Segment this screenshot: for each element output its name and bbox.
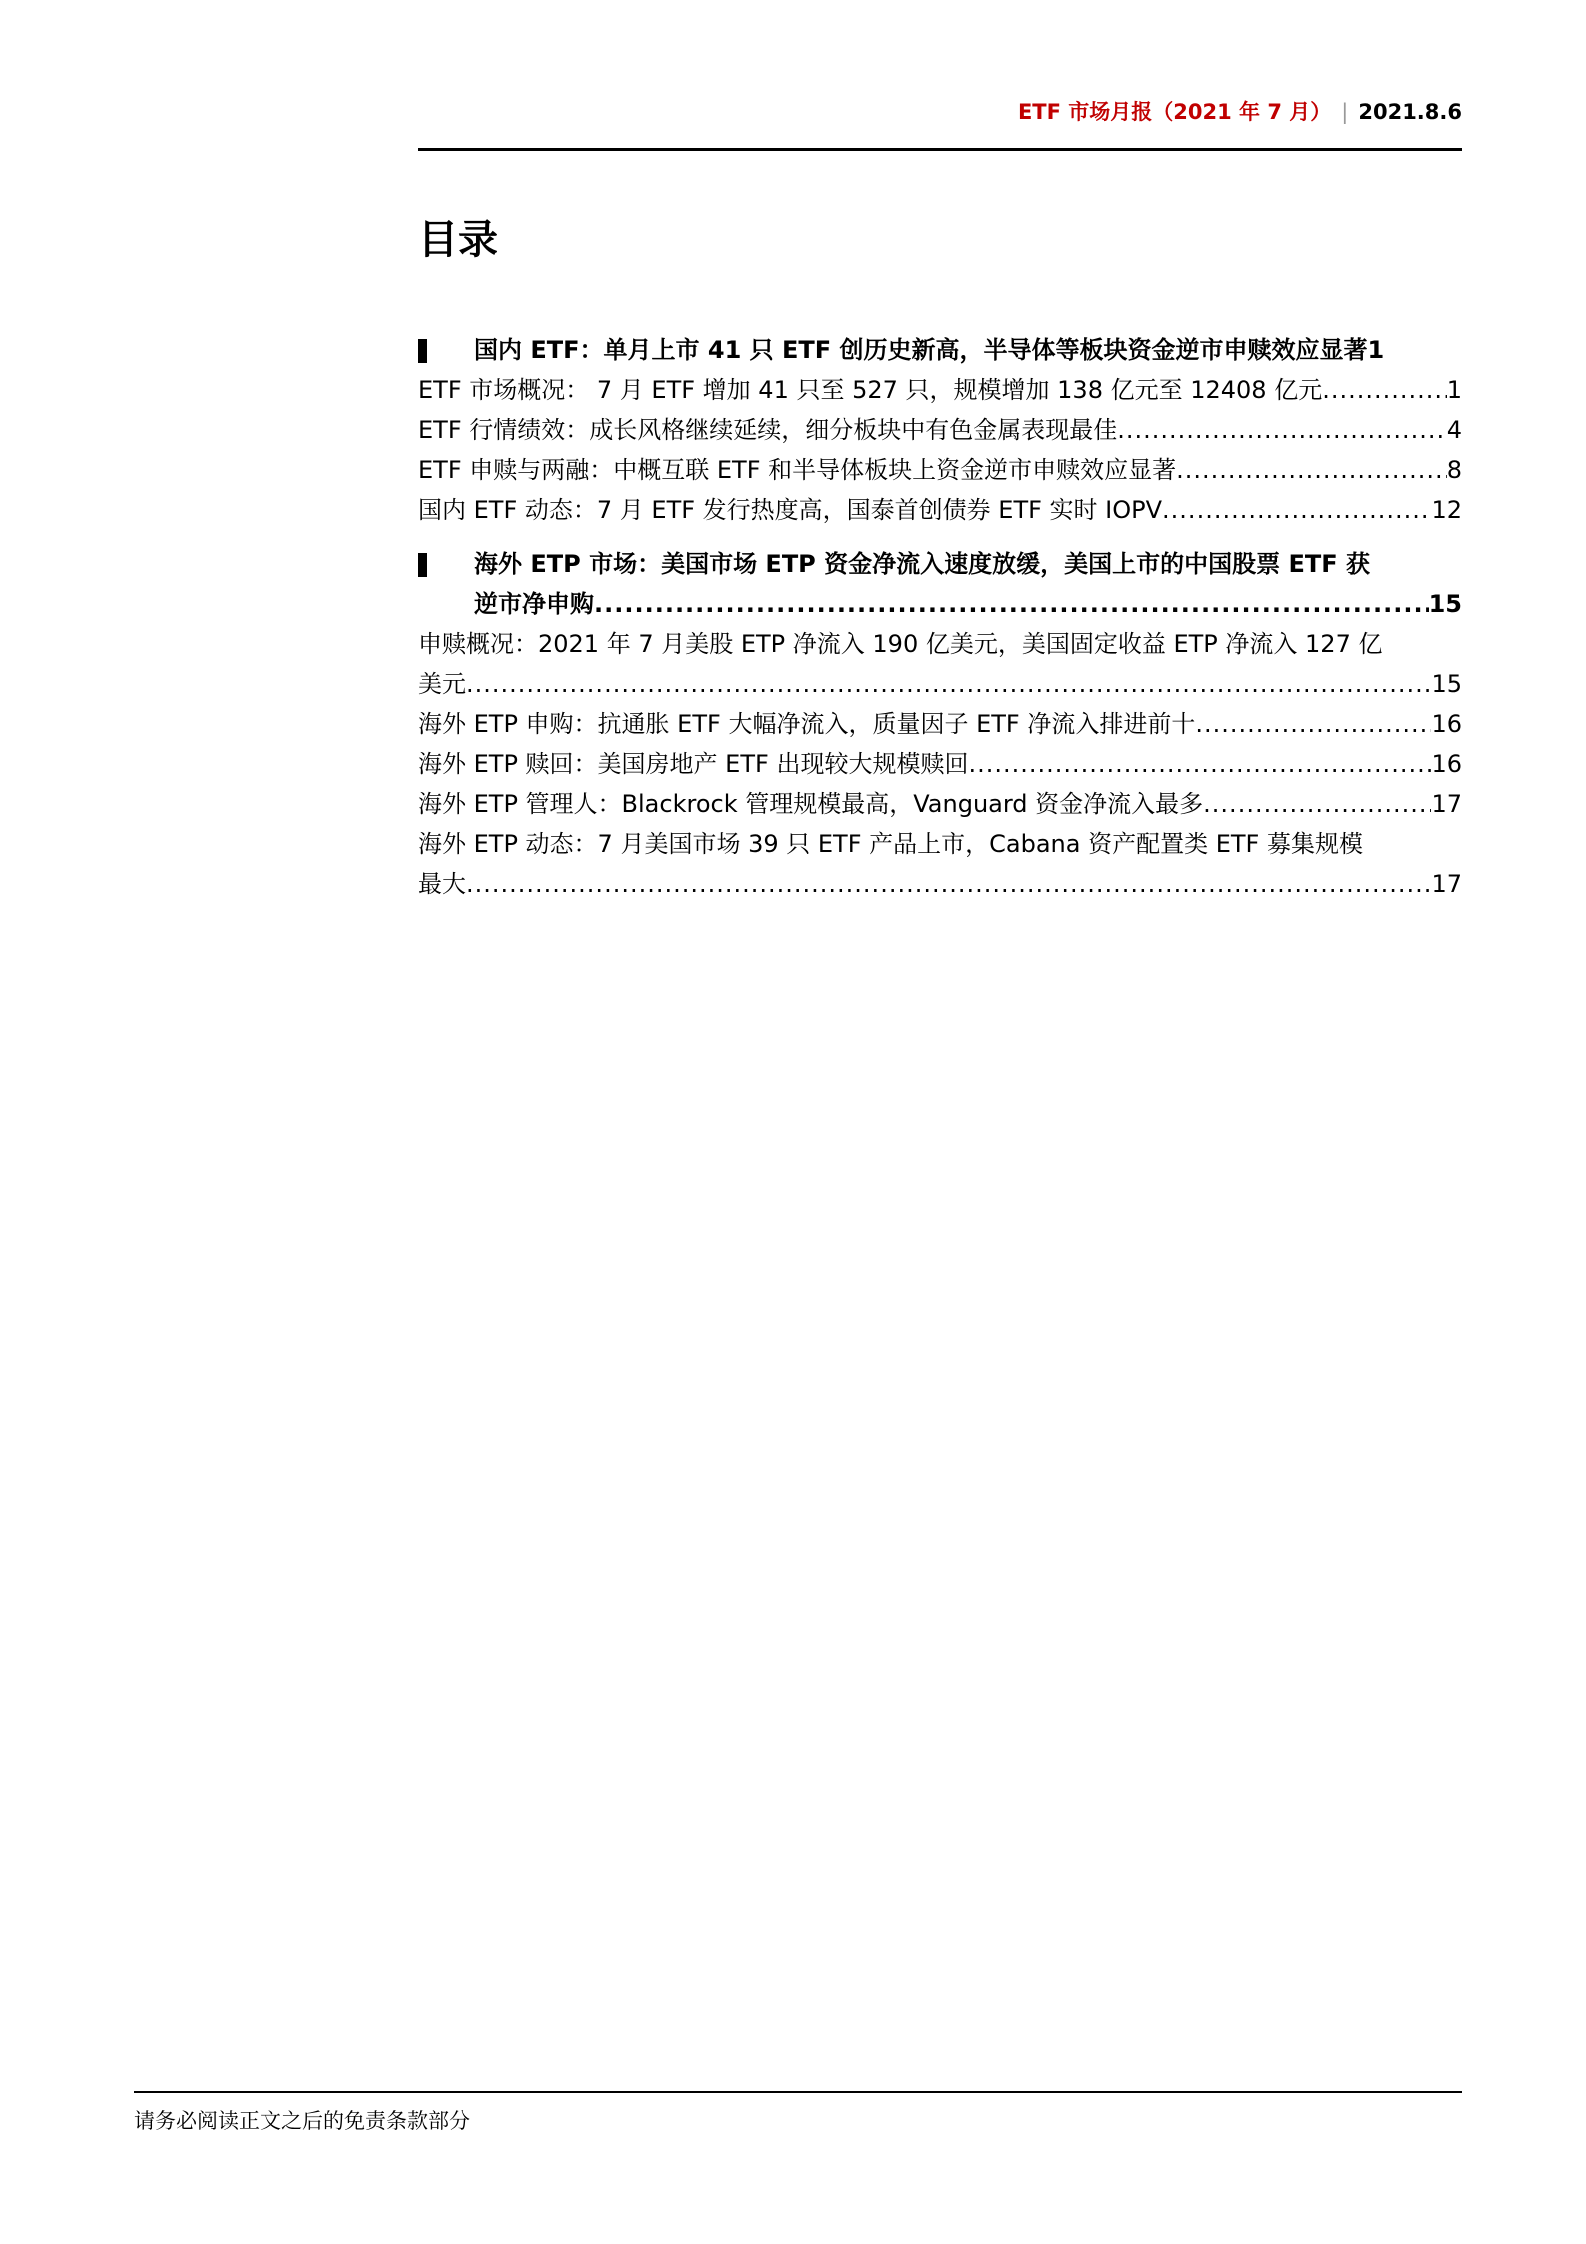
toc-leader-dots [1203,784,1431,824]
toc-leader-dots [968,744,1431,784]
toc-entry-text: ETF 行情绩效：成长风格继续延续，细分板块中有色金属表现最佳 [418,416,1118,444]
report-title: ETF 市场月报（2021 年 7 月） [1017,100,1332,124]
header-separator: | [1341,100,1349,124]
toc-entry-overseas-redemptions[interactable] [418,744,1462,784]
toc-entry-text-line2: 最大 [418,870,466,898]
toc-page-number: 12 [1431,496,1462,524]
toc-page-number: 1 [1367,336,1385,364]
toc-page-number: 17 [1431,790,1462,818]
toc-title: 目录 [418,217,498,263]
toc-entry-overseas-subscriptions[interactable] [418,704,1462,744]
footer-disclaimer: 请务必阅读正文之后的免责条款部分 [134,2109,470,2133]
toc-section-title: 国内 ETF：单月上市 41 只 ETF 创历史新高，半导体等板块资金逆市申赎效应显著 [474,336,1368,364]
page-header [1018,96,1462,126]
toc-leader-dots [1162,490,1431,530]
toc-page-number: 1 [1446,376,1462,404]
toc-page-number: 16 [1431,710,1462,738]
toc-entry-market-overview[interactable] [418,370,1462,410]
toc-entry-text: 国内 ETF 动态：7 月 ETF 发行热度高，国泰首创债券 ETF 实时 IOPV [418,496,1163,524]
toc-page-number: 4 [1446,416,1462,444]
toc-leader-dots [1117,410,1446,450]
toc-leader-dots [466,864,1431,904]
toc-entry-text: 海外 ETP 赎回：美国房地产 ETF 出现较大规模赎回 [418,750,969,778]
toc-section-domestic-etf[interactable] [418,330,1462,370]
footer-rule [134,2091,1462,2093]
toc-entry-text: ETF 申赎与两融：中概互联 ETF 和半导体板块上资金逆市申赎效应显著 [418,456,1177,484]
toc-entry-text: 海外 ETP 申购：抗通胀 ETF 大幅净流入，质量因子 ETF 净流入排进前十 [418,710,1196,738]
toc-entry-text-line1: 申赎概况：2021 年 7 月美股 ETP 净流入 190 亿美元，美国固定收益 ETP 净流入 127 亿 [418,630,1383,658]
report-date: 2021.8.6 [1358,100,1462,124]
toc-page-number: 15 [1431,670,1462,698]
toc-entry-domestic-news[interactable] [418,490,1462,530]
toc-entry-text: 海外 ETP 管理人：Blackrock 管理规模最高，Vanguard 资金净流入最多 [418,790,1204,818]
toc-page-number: 16 [1431,750,1462,778]
toc-section-title-line1: 海外 ETP 市场：美国市场 ETP 资金净流入速度放缓，美国上市的中国股票 ETF 获 [474,550,1371,578]
toc-entry-text-line1: 海外 ETP 动态：7 月美国市场 39 只 ETF 产品上市，Cabana 资产配置类 ETF 募集规模 [418,830,1363,858]
toc-entry-text-line2: 美元 [418,670,466,698]
toc-leader-dots [1195,704,1431,744]
toc-leader-dots [1176,450,1447,490]
toc-page-number: 17 [1431,870,1462,898]
toc-entry-overseas-managers[interactable] [418,784,1462,824]
toc-entry-performance[interactable] [418,410,1462,450]
toc-page-number: 15 [1428,590,1462,618]
toc-leader-dots [594,584,1429,624]
toc-entry-text: ETF 市场概况： 7 月 ETF 增加 41 只至 527 只，规模增加 138 亿元至 12408 亿元 [418,376,1323,404]
toc-leader-dots [1322,370,1447,410]
toc-entry-subscription-margin[interactable] [418,450,1462,490]
toc-section-overseas-etp[interactable] [418,544,1462,624]
table-of-contents [418,330,1462,904]
toc-entry-flow-overview[interactable] [418,624,1462,704]
toc-page-number: 8 [1446,456,1462,484]
header-rule [418,148,1462,151]
toc-leader-dots [466,664,1431,704]
toc-section-title-line2: 逆市净申购 [474,590,594,618]
toc-entry-overseas-news[interactable] [418,824,1462,904]
